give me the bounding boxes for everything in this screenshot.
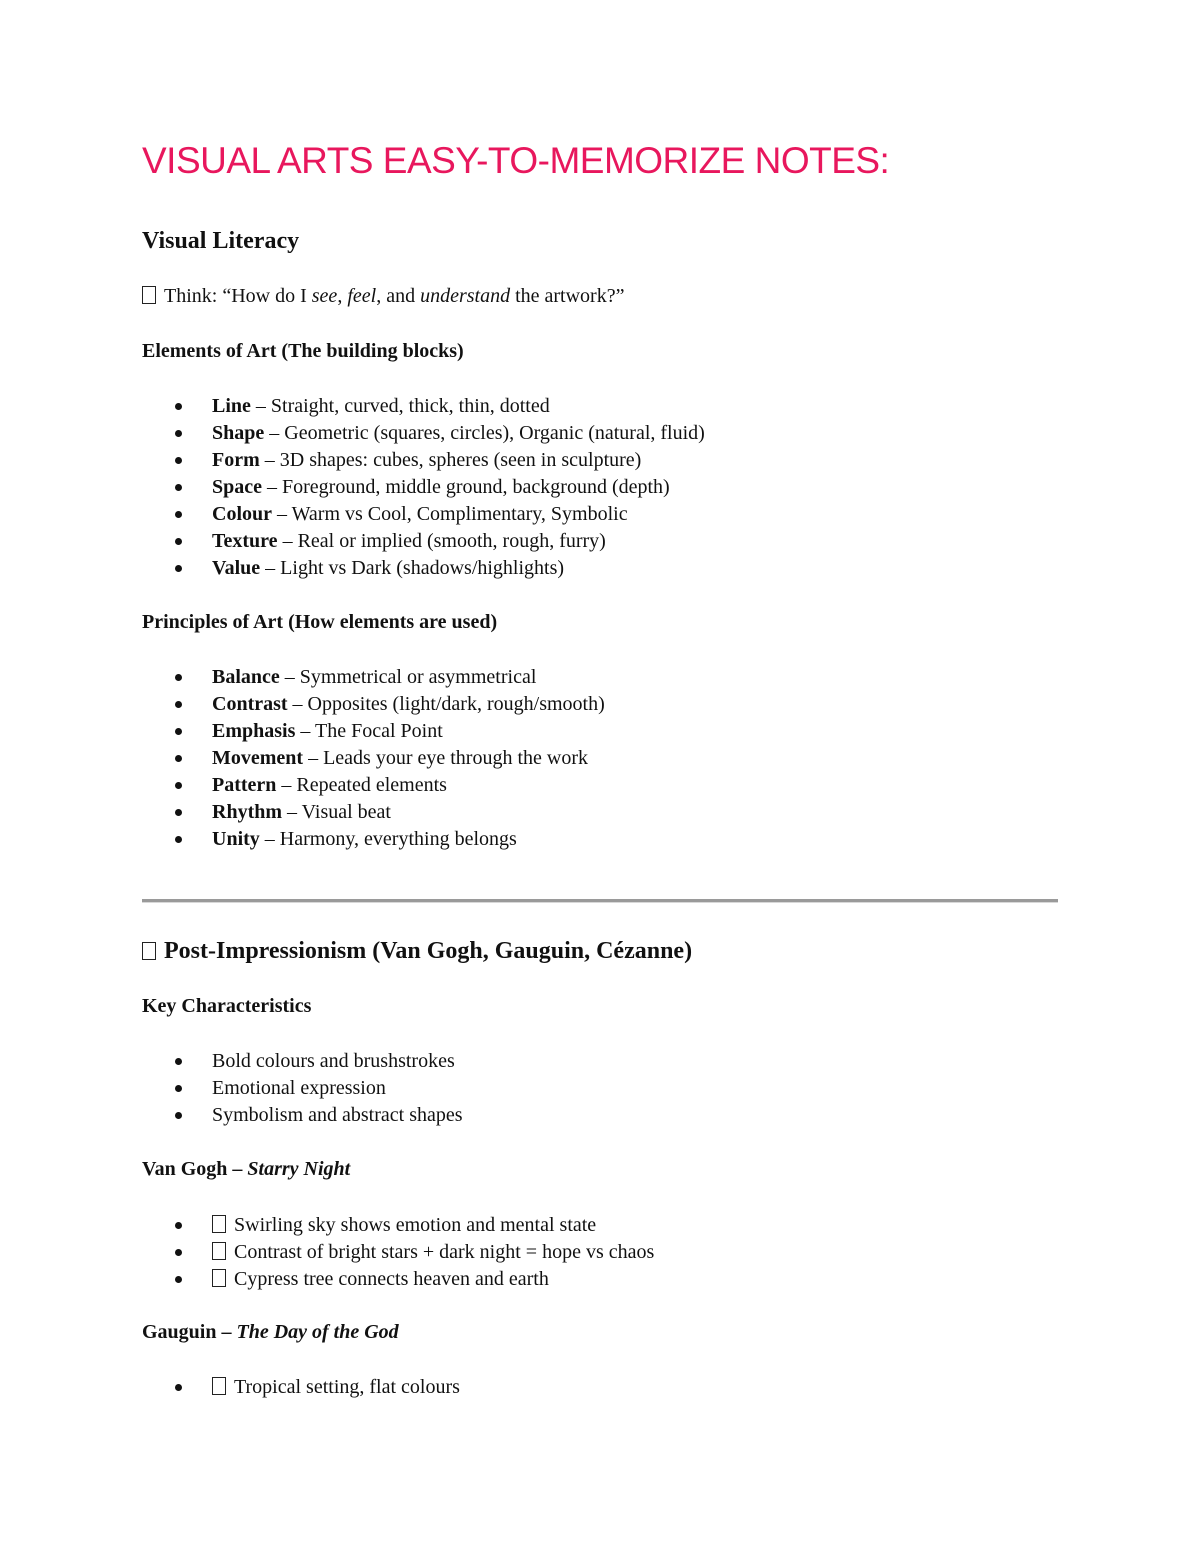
item-text: Symbolism and abstract shapes [212,1104,463,1126]
list-item [142,1239,654,1266]
item-desc: – Straight, curved, thick, thin, dotted [250,395,550,417]
missing-glyph-icon [212,1269,226,1287]
think-line [142,285,624,308]
item-text: Bold colours and brushstrokes [212,1050,455,1072]
item-term: Colour [212,503,272,525]
item-desc: – Visual beat [282,801,391,823]
van-gogh-heading [142,1158,350,1181]
list-item [142,528,705,555]
item-desc: – Warm vs Cool, Complimentary, Symbolic [272,503,628,525]
van-gogh-list [142,1212,654,1293]
bullet-icon [175,674,182,681]
van-gogh-artist: Van Gogh – [142,1158,248,1180]
bullet-icon [175,809,182,816]
item-term: Balance [212,666,280,688]
page-title: VISUAL ARTS EASY-TO-MEMORIZE NOTES: [142,140,890,181]
think-prefix: Think: “How do I [164,285,312,307]
bullet-icon [175,1112,182,1119]
list-item [142,1266,654,1293]
item-term: Value [212,557,261,579]
item-term: Pattern [212,774,277,796]
bullet-icon [175,782,182,789]
bullet-icon [175,565,182,572]
item-term: Form [212,449,260,471]
item-desc: – The Focal Point [295,720,443,742]
item-desc: – Repeated elements [276,774,447,796]
list-item [142,393,705,420]
item-term: Unity [212,828,260,850]
gauguin-work: The Day of the God [236,1321,399,1343]
principles-heading: Principles of Art (How elements are used) [142,611,498,633]
list-item [142,1075,463,1102]
item-desc: – Symmetrical or asymmetrical [279,666,537,688]
gauguin-list [142,1374,460,1401]
item-desc: – Light vs Dark (shadows/highlights) [260,557,565,579]
bullet-icon [175,1384,182,1391]
gauguin-artist: Gauguin – [142,1321,237,1343]
item-desc: – Leads your eye through the work [303,747,588,769]
item-term: Contrast [212,693,288,715]
list-item [142,691,605,718]
bullet-icon [175,457,182,464]
missing-glyph-icon [212,1242,226,1260]
list-item [142,664,605,691]
item-term: Space [212,476,262,498]
bullet-icon [175,1276,182,1283]
post-impressionism-title: Post-Impressionism (Van Gogh, Gauguin, Cézanne) [164,938,693,964]
bullet-icon [175,511,182,518]
bullet-icon [175,1222,182,1229]
bullet-icon [175,755,182,762]
bullet-icon [175,728,182,735]
missing-glyph-icon [142,942,156,960]
list-item [142,420,705,447]
list-item [142,745,605,772]
horizontal-divider [142,899,1058,903]
post-impressionism-heading [142,938,692,965]
item-desc: – Geometric (squares, circles), Organic (natural, fluid) [264,422,705,444]
bullet-icon [175,1085,182,1092]
missing-glyph-icon [212,1215,226,1233]
key-characteristics-heading: Key Characteristics [142,995,312,1017]
bullet-icon [175,538,182,545]
list-item [142,447,705,474]
think-suffix: the artwork?” [510,285,625,307]
missing-glyph-icon [142,286,156,304]
item-desc: – 3D shapes: cubes, spheres (seen in sculpture) [259,449,642,471]
list-item [142,555,705,582]
list-item [142,718,605,745]
van-gogh-work: Starry Night [247,1158,351,1180]
principles-list [142,664,605,853]
item-term: Line [212,395,251,417]
bullet-icon [175,836,182,843]
item-term: Shape [212,422,265,444]
list-item [142,1374,460,1401]
think-feel: feel [347,285,377,307]
think-understand: understand [420,285,511,307]
item-text: Cypress tree connects heaven and earth [234,1268,549,1290]
item-text: Swirling sky shows emotion and mental state [234,1214,597,1236]
list-item [142,772,605,799]
bullet-icon [175,403,182,410]
bullet-icon [175,430,182,437]
item-desc: – Opposites (light/dark, rough/smooth) [287,693,605,715]
visual-literacy-heading: Visual Literacy [142,228,300,254]
bullet-icon [175,484,182,491]
think-comma: , [337,285,348,307]
list-item [142,1212,654,1239]
item-term: Rhythm [212,801,283,823]
list-item [142,826,605,853]
item-text: Contrast of bright stars + dark night = hope vs chaos [234,1241,655,1263]
list-item [142,474,705,501]
bullet-icon [175,701,182,708]
bullet-icon [175,1058,182,1065]
list-item [142,799,605,826]
list-item [142,1102,463,1129]
list-item [142,1048,463,1075]
item-desc: – Harmony, everything belongs [259,828,517,850]
think-see: see [311,285,338,307]
list-item [142,501,705,528]
think-and: , and [376,285,421,307]
bullet-icon [175,1249,182,1256]
item-term: Movement [212,747,304,769]
elements-list [142,393,705,582]
item-desc: – Foreground, middle ground, background (depth) [262,476,670,498]
key-characteristics-list [142,1048,463,1129]
elements-heading: Elements of Art (The building blocks) [142,340,464,362]
item-desc: – Real or implied (smooth, rough, furry) [277,530,606,552]
item-text: Tropical setting, flat colours [234,1376,460,1398]
item-term: Texture [212,530,278,552]
gauguin-heading [142,1321,399,1344]
missing-glyph-icon [212,1377,226,1395]
item-text: Emotional expression [212,1077,386,1099]
item-term: Emphasis [212,720,296,742]
